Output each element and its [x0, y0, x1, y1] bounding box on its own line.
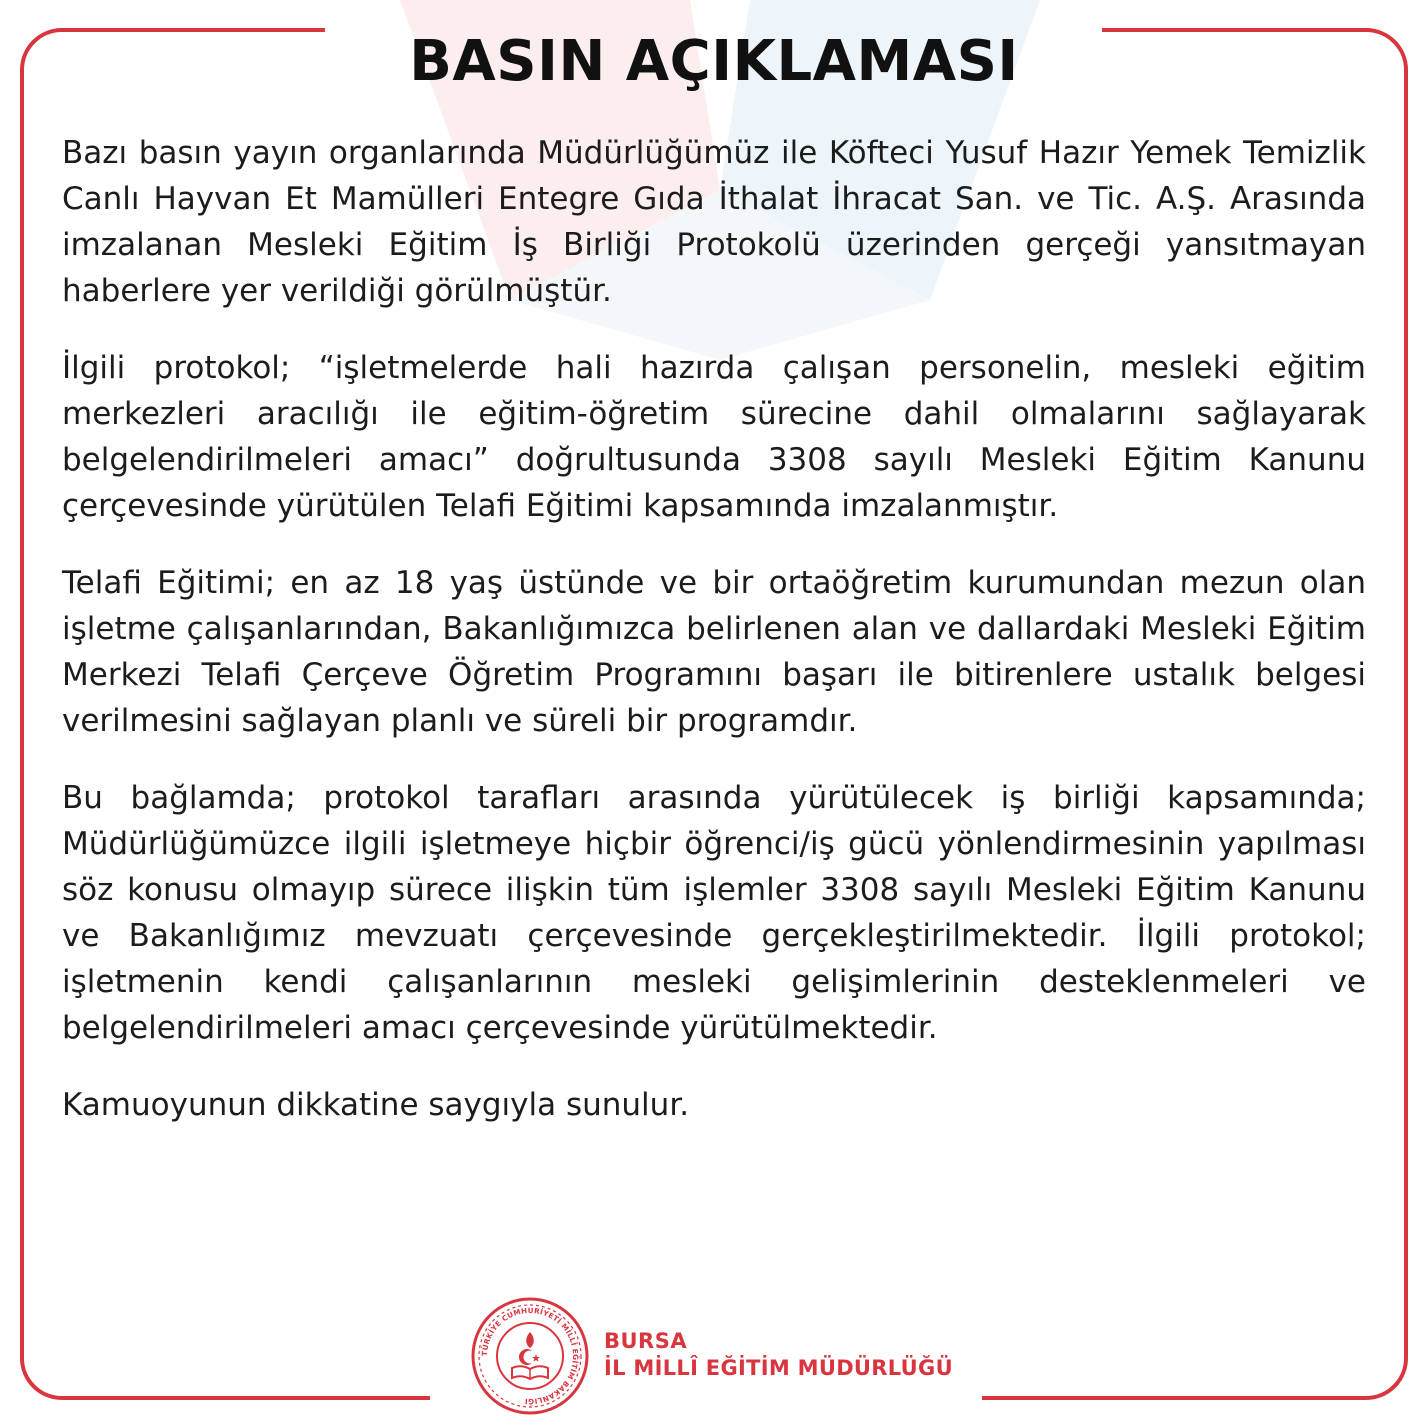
ministry-seal-icon	[470, 1296, 590, 1416]
organization-name-block	[604, 1328, 953, 1382]
page-title: BASIN AÇIKLAMASI	[409, 29, 1019, 94]
closing-line: Kamuoyunun dikkatine saygıyla sunulur.	[62, 1087, 690, 1123]
paragraph-3: Telafi Eğitimi; en az 18 yaş üstünde ve bir ortaöğretim kurumundan mezun olan işletme çalışanlarından, Bakanlığımızca belirlenen alan ve dallardaki Mesleki Eğitim Merkezi Telafi Çerçeve Öğretim Programını başarı ile bitirenlere ustalık belgesi verilmesini sağlayan planlı ve süreli bir programdır.	[62, 565, 1366, 739]
organization-name: İL MİLLÎ EĞİTİM MÜDÜRLÜĞÜ	[604, 1356, 953, 1380]
statement-body	[62, 130, 1366, 1128]
paragraph-1: Bazı basın yayın organlarında Müdürlüğümüz ile Köfteci Yusuf Hazır Yemek Temizlik Canlı Hayvan Et Mamülleri Entegre Gıda İthalat İhracat San. ve Tic. A.Ş. Arasında imzalanan Mesleki Eğitim İş Birliği Protokolü üzerinden gerçeği yansıtmayan haberlere yer verildiği görülmüştür.	[62, 135, 1366, 309]
seal-text: TÜRKİYE CUMHURİYETİ MİLLÎ EĞİTİM BAKANLIĞI	[479, 1305, 581, 1407]
paragraph-2: İlgili protokol; “işletmelerde hali hazırda çalışan personelin, mesleki eğitim merkezleri aracılığı ile eğitim-öğretim sürecine dahil olmalarını sağlayarak belgelendirilmeleri amacı” doğrultusunda 3308 sayılı Mesleki Eğitim Kanunu çerçevesinde yürütülen Telafi Eğitimi kapsamında imzalanmıştır.	[62, 350, 1366, 524]
organization-logo	[470, 1296, 990, 1416]
organization-city: BURSA	[604, 1329, 688, 1353]
paragraph-4: Bu bağlamda; protokol tarafları arasında yürütülecek iş birliği kapsamında; Müdürlüğümüzce ilgili işletmeye hiçbir öğrenci/iş gücü yönlendirmesinin yapılması söz konusu olmayıp sürece ilişkin tüm işlemler 3308 sayılı Mesleki Eğitim Kanunu ve Bakanlığımız mevzuatı çerçevesinde gerçekleştirilmektedir. İlgili protokol; işletmenin kendi çalışanlarının mesleki gelişimlerinin desteklenmeleri ve belgelendirilmeleri amacı çerçevesinde yürütülmektedir.	[62, 780, 1366, 1046]
